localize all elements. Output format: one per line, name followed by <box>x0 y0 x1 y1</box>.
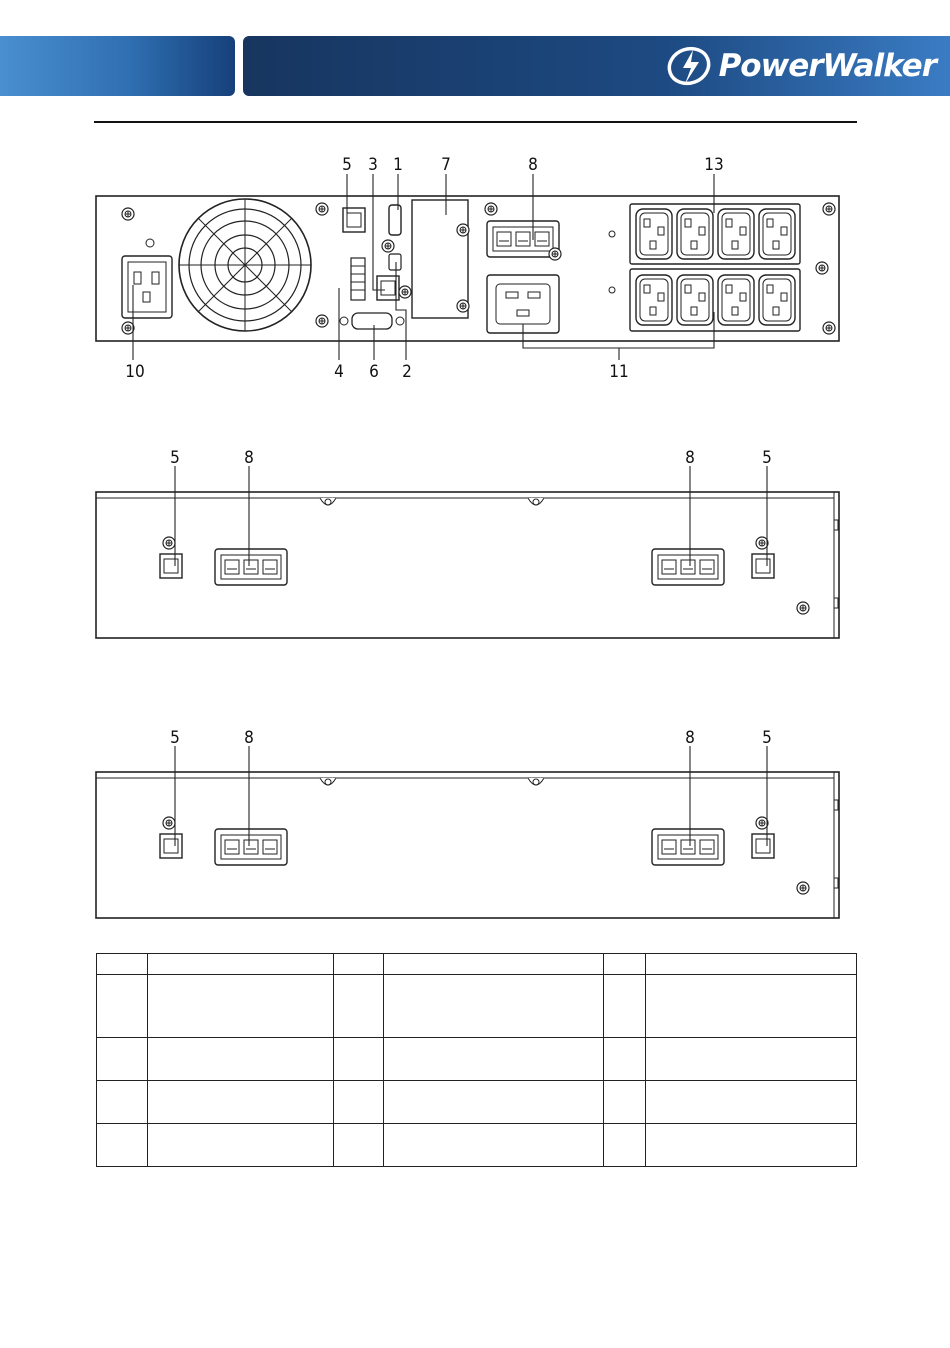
cooling-fan <box>179 199 311 331</box>
table-row <box>97 954 857 975</box>
table-row <box>97 1081 857 1124</box>
table-row <box>97 1124 857 1167</box>
callout-10: 10 <box>125 362 145 382</box>
callout-13: 13 <box>704 155 724 175</box>
usb-port <box>389 205 401 235</box>
callout-5: 5 <box>342 155 352 175</box>
callout-8: 8 <box>244 448 254 468</box>
brand-name: PowerWalker <box>718 48 936 84</box>
battery-pack-rear-1 <box>96 492 839 638</box>
table-row <box>97 1038 857 1081</box>
ac-input-socket <box>122 256 172 318</box>
callout-8: 8 <box>685 448 695 468</box>
legend-table <box>96 953 857 1167</box>
callout-5: 5 <box>762 728 772 748</box>
callout-3: 3 <box>368 155 378 175</box>
ups-rear-panel <box>96 196 839 341</box>
callout-7: 7 <box>441 155 451 175</box>
callout-1: 1 <box>393 155 403 175</box>
callout-8: 8 <box>685 728 695 748</box>
callout-5: 5 <box>170 728 180 748</box>
callout-5: 5 <box>170 448 180 468</box>
callout-2: 2 <box>402 362 412 382</box>
callout-4: 4 <box>334 362 344 382</box>
callout-8: 8 <box>244 728 254 748</box>
callout-11: 11 <box>609 362 629 382</box>
callout-6: 6 <box>369 362 379 382</box>
battery-pack-rear-2 <box>96 772 839 918</box>
table-row <box>97 975 857 1038</box>
callout-5: 5 <box>762 448 772 468</box>
callout-8: 8 <box>528 155 538 175</box>
